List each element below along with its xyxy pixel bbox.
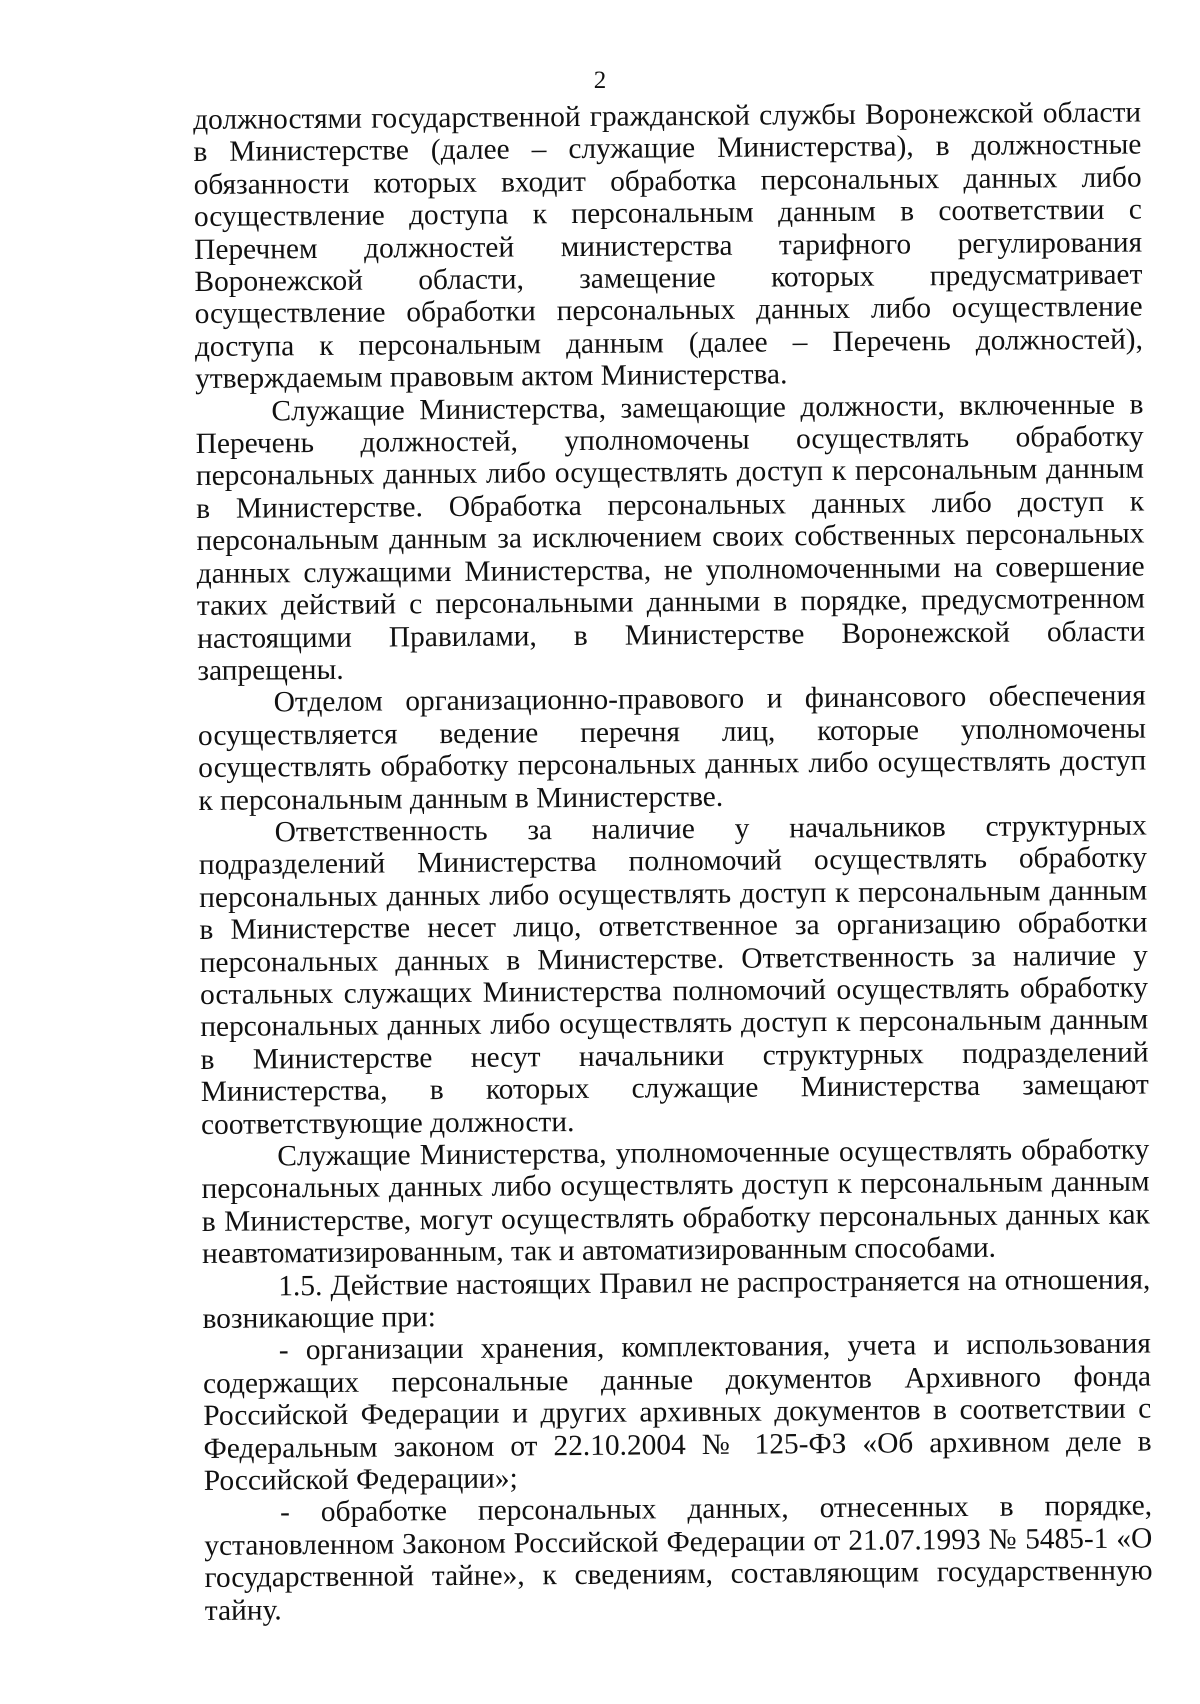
list-item-1: - организации хранения, комплектования, учета и использования содержащих персональные данные документов Архивного фонда Российской Федерации и других архивных документов в соответствии с Федеральным законом от 22.10.2004 № 125-ФЗ «Об архивном деле в Российской Федерации»; [202,1327,1152,1498]
paragraph-2: Служащие Министерства, замещающие должности, включенные в Перечень должностей, уполномочены осуществлять обработку персональных данных либо осуществлять доступ к персональным данным в Министерстве. Обработка персональных данных либо доступ к персональным данным за исключением своих собственных персональных данных служащими Министерства, не уполномоченными на совершение таких действий с персональными данными в порядке, предусмотренном настоящими Правилами, в Министерстве Воронежской области запрещены. [195,388,1146,687]
paragraph-5: Служащие Министерства, уполномоченные осуществлять обработку персональных данных либо осуществлять доступ к персональным данным в Министерстве, могут осуществлять обработку персональных данных как неавтоматизированным, так и автоматизированным способами. [201,1133,1150,1271]
paragraph-6: 1.5. Действие настоящих Правил не распространяется на отношения, возникающие при: [202,1263,1151,1335]
document-body [193,97,1153,1627]
paragraph-3: Отделом организационно-правового и финансового обеспечения осуществляется ведение перечня лиц, которые уполномочены осуществлять обработку персональных данных либо осуществлять доступ к персональным данным в Министерстве. [197,679,1147,817]
paragraph-4: Ответственность за наличие у начальников структурных подразделений Министерства полномочий осуществлять обработку персональных данных либо осуществлять доступ к персональным данным в Министерстве несет лицо, ответственное за организацию обработки персональных данных в Министерстве. Ответственность за наличие у остальных служащих Министерства полномочий осуществлять обработку персональных данных либо осуществлять доступ к персональным данным в Министерстве несут начальники структурных подразделений Министерства, в которых служащие Министерства замещают соответствующие должности. [198,809,1149,1141]
paragraph-1: должностями государственной гражданской службы Воронежской области в Министерстве (далее – служащие Министерства), в должностные обязанности которых входит обработка персональных данных либо осуществление доступа к персональным данным в соответствии с Перечнем должностей министерства тарифного регулирования Воронежской области, замещение которых предусматривает осуществление обработки персональных данных либо осуществление доступа к персональным данным (далее – Перечень должностей), утверждаемым правовым актом Министерства. [193,96,1144,396]
page-number: 2 [593,67,607,94]
list-item-2: - обработке персональных данных, отнесенных в порядке, установленном Законом Российской Федерации от 21.07.1993 № 5485-1 «О государственной тайне», к сведениям, составляющим государственную тайну. [204,1489,1153,1627]
